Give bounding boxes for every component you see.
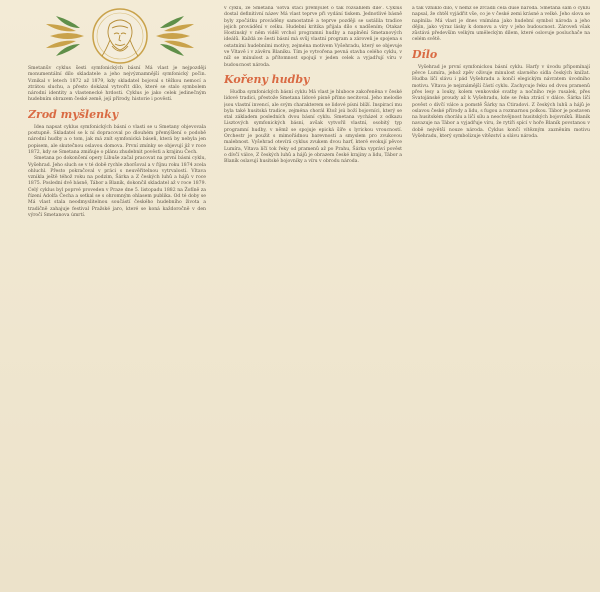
section-heading-dilo: Dílo bbox=[412, 47, 438, 61]
body-paragraph: a tak vzniklo dílo, v němž se zrcadlí celá duše národa. Smetana sám o cyklu napsal, že chtěl vyjádřit vše, co je v české zemi krásné a velké. Jeho slova se naplnila: Má vlast je dnes vnímána jako hudební symbol národa a jeho dějin, jako výraz lásky k domovu a víry v jeho budoucnost. Zároveň však zůstává především velkým uměleckým dílem, které oslovuje posluchače na celém světě. bbox=[412, 6, 590, 43]
section-heading-koreny: Kořeny hudby bbox=[224, 72, 310, 86]
text-column-left bbox=[28, 6, 206, 588]
intro-paragraph: Smetanův cyklus šesti symfonických básní Má vlast je nejpozději monumentální dílo skladatele a jeho nejvýznamnější symfonický počin. Vznikal v letech 1872 až 1879, kdy skladatel bojoval s těžkou nemocí a ztrátou sluchu, a přesto dokázal vytvořit dílo, které se stalo symbolem národní identity a vlastenecké hrdosti. Cyklus je jako celek jedinečným hudebním obrazem české země, její přírody, historie i pověstí. bbox=[28, 66, 206, 103]
section-heading-zrod: Zrod myšlenky bbox=[28, 107, 119, 121]
text-column-middle bbox=[224, 6, 402, 588]
body-paragraph: v cyklu, že Smetana 'sotva stačí přemýšlet o tak rozsáhlém díle'. Cyklus dostal definitivní název Má vlast teprve při vydání tiskem. Jednotlivé básně byly zpočátku prováděny samostatně a teprve později se ustálila tradice jejich provádění v celku. Hudební kritika přijala dílo s nadšením; Otakar Hostinský v něm viděl vrchol programní hudby a naplnění Smetanových ideálů. Každá ze šesti básní má svůj vlastní program a zároveň je spojena s ostatními hudebními motivy, zejména motivem Vyšehradu, který se objevuje ve Vltavě i v závěru Blaníku. Tím je vytvořena pevná stavba celého cyklu, v níž se minulost a přítomnost spojují v jeden celek a vyjadřují víru v budoucnost národa. bbox=[224, 6, 402, 68]
body-paragraph: Vyšehrad je první symfonickou básní cyklu. Harfy v úvodu připomínají pěvce Lumíra, jehož zpěv oživuje minulost slavného sídla českých knížat. Hudba líčí slávu i pád Vyšehradu a končí elegickým návratem úvodního motivu. Vltava je nejznámější částí cyklu. Zachycuje řeku od dvou pramenů přes lesy a louky, kolem venkovské svatby a nočního reje rusalek, přes Svatojánské proudy až k Vyšehradu, kde se řeka ztrácí v dálce. Šárka líčí pověst o dívčí válce a pomstě Šárky na Ctiradovi. Z českých luhů a hájů je oslavou české přírody a lidu, s fugou a rozmarnou polkou. Tábor je postaven na husitském chorálu a líčí sílu a neochvějnost husitských bojovníků. Blaník navazuje na Tábor a vyjadřuje víru, že rytíři spící v hoře Blaník povstanou v době největší nouze národa. Cyklus končí vítězným zazněním motivu Vyšehradu, který symbolizuje vítězství a slávu národa. bbox=[412, 64, 590, 140]
text-column-right bbox=[412, 6, 590, 588]
body-paragraph: Hudba symfonických básní cyklu Má vlast je hluboce zakořeněna v české lidové tradici, přestože Smetana lidové písně přímo necitoval. Jeho melodie jsou vlastní invencí, ale svým charakterem se lidové písni blíží. Inspirací mu byla také husitská tradice, zejména chorál Ktož jsú boží bojovníci, který se stal základem posledních dvou básní cyklu. Smetana vycházel z odkazu Lisztových symfonických básní, avšak vytvořil vlastní, osobitý typ programní hudby, v němž se spojuje epická šíře s lyrickou vroucností. Orchestr je použit s mimořádnou barevností a smyslem pro zvukovou malebnost. Vyšehrad otevírá cyklus zvukem dvou harf, které evokují pěvce Lumíra, Vltava líčí tok řeky od pramenů až po Prahu, Šárka vypráví pověst o dívčí válce, Z českých luhů a hájů je obrazem české krajiny a lidu, Tábor a Blaník oslavují husitské bojovníky a víru v obrodu národa. bbox=[224, 89, 402, 165]
body-paragraph: Idea napsat cyklus symfonických básní o vlasti se u Smetany objevovala postupně. Skladatel se k ní dopracoval po dlouhém přemýšlení o podobě národní hudby a o tom, jak má znít symfonická báseň, která by nebyla jen popisem, ale skutečnou oslavou domova. První zmínky se objevují již v roce 1872, kdy se Smetana zmiňuje o plánu zhudebnit pověsti a krajinu Čech. bbox=[28, 124, 206, 155]
body-paragraph: Smetana po dokončení opery Libuše začal pracovat na první básni cyklu, Vyšehrad. Jeho sluch se v té době rychle zhoršoval a v říjnu roku 1874 zcela ohluchl. Přesto pokračoval v práci s neuvěřitelnou vytrvalostí. Vltava vznikla ještě téhož roku na podzim, Šárka a Z českých luhů a hájů v roce 1875. Poslední dvě básně, Tábor a Blaník, dokončil skladatel až v roce 1879. Celý cyklus byl poprvé proveden v Praze dne 5. listopadu 1882 na Žofíně za řízení Adolfa Čecha a setkal se s ohromným ohlasem publika. Od té doby se Má vlast stala neodmyslitelnou součástí českého hudebního života a tradičně zahajuje festival Pražské jaro, které se koná každoročně v den výročí Smetanova úmrtí. bbox=[28, 156, 206, 218]
